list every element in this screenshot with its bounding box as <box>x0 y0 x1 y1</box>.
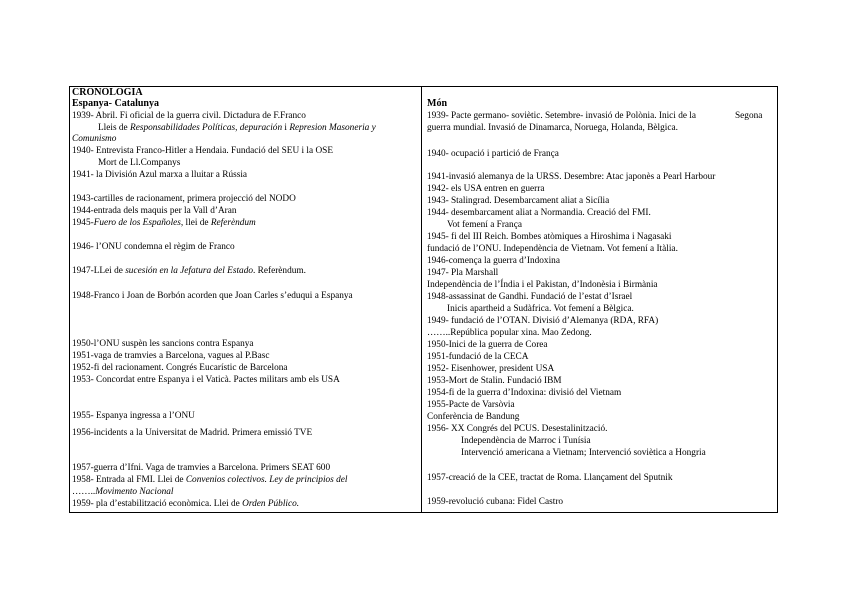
entry-1941-world: 1941-invasió alemanya de la URSS. Desembre: Atac japonès a Pearl Harbour <box>427 172 716 182</box>
entry-1945-world-a: 1945- fi del III Reich. Bombes atòmiques a Hiroshima i Nagasaki <box>427 232 672 242</box>
entry-1945: 1945-Fuero de los Españoles, llei de Referèndum <box>72 218 256 228</box>
entry-1956-world-a: 1956- XX Congrés del PCUS. Desestalinització. <box>427 424 608 434</box>
entry-1949-world-a: 1949- fundació de l’OTAN. Divisió d’Alemanya (RDA, RFA) <box>427 316 659 326</box>
entry-1939-world-b: guerra mundial. Invasió de Dinamarca, Noruega, Holanda, Bèlgica. <box>427 123 678 133</box>
left-heading: Espanya- Catalunya <box>72 98 159 109</box>
entry-1950-world: 1950-Inici de la guerra de Corea <box>427 340 548 350</box>
entry-1946: 1946- l’ONU condemna el règim de Franco <box>72 242 235 252</box>
entry-1955-world-a: 1955-Pacte de Varsòvia <box>427 400 515 410</box>
entry-1945-world-b: fundació de l’ONU. Independència de Vietnam. Vot femení a Itàlia. <box>427 244 678 254</box>
entry-1946-world: 1946-comença la guerra d’Indoxina <box>427 256 560 266</box>
entry-1940-a: 1940- Entrevista Franco-Hitler a Hendaia. Fundació del SEU i la OSE <box>72 146 334 156</box>
entry-1944-world-b: Vot femení a França <box>447 220 522 230</box>
entry-1944: 1944-entrada dels maquis per la Vall d’Aran <box>72 206 237 216</box>
page-title: CRONOLOGIA <box>72 87 143 98</box>
entry-1942-world: 1942- els USA entren en guerra <box>427 184 545 194</box>
chronology-table <box>69 86 778 513</box>
column-divider <box>421 87 422 512</box>
entry-1959-world: 1959-revolució cubana: Fidel Castro <box>427 497 564 507</box>
entry-1947-world-b: Independència de l’Índia i el Pakistan, d’Indonèsia i Birmània <box>427 280 658 290</box>
entry-1956-world-b: Independència de Marroc i Tunísia <box>461 436 591 446</box>
entry-1943: 1943-cartilles de racionament, primera projecció del NODO <box>72 194 296 204</box>
entry-1956: 1956-incidents a la Universitat de Madrid. Primera emissió TVE <box>72 428 313 438</box>
entry-1950: 1950-l’ONU suspèn les sancions contra Espanya <box>72 339 254 349</box>
entry-1958-b: ……..Movimento Nacional <box>72 487 174 497</box>
entry-1959: 1959- pla d’estabilització econòmica. Llei de Orden Público. <box>72 499 300 509</box>
entry-1939-b: Lleis de Responsabilidades Políticas, depuración i Represion Masoneria y <box>98 123 376 133</box>
entry-1948-world-b: Inicis apartheid a Sudàfrica. Vot femení a Bèlgica. <box>447 304 634 314</box>
entry-1949-world-b: ……..República popular xina. Mao Zedong. <box>427 328 592 338</box>
entry-1951: 1951-vaga de tramvies a Barcelona, vagues al P.Basc <box>72 351 270 361</box>
entry-1955: 1955- Espanya ingressa a l’ONU <box>72 411 195 421</box>
entry-1955-world-b: Conferència de Bandung <box>427 412 520 422</box>
entry-1948: 1948-Franco i Joan de Borbón acorden que Joan Carles s’eduqui a Espanya <box>72 291 353 301</box>
entry-1939-world-a: 1939- Pacte germano- soviètic. Setembre- invasió de Polònia. Inici de la <box>427 111 697 121</box>
entry-1941: 1941- la División Azul marxa a lluitar a Rússia <box>72 170 248 180</box>
entry-1956-world-c: Intervenció americana a Vietnam; Intervenció soviètica a Hongria <box>461 448 706 458</box>
entry-1958-a: 1958- Entrada al FMI. Llei de Convenios colectivos. Ley de principios del <box>72 475 348 485</box>
entry-1939-c: Comunismo <box>72 134 117 144</box>
entry-1953-world: 1953-Mort de Stalin. Fundació IBM <box>427 376 562 386</box>
entry-1957-world: 1957-creació de la CEE, tractat de Roma. Llançament del Sputnik <box>427 473 673 483</box>
entry-1952-world: 1952- Eisenhower, president USA <box>427 364 555 374</box>
entry-1940-b: Mort de Ll.Companys <box>98 158 181 168</box>
entry-1953: 1953- Concordat entre Espanya i el Vaticà. Pactes militars amb els USA <box>72 375 340 385</box>
entry-1944-world-a: 1944- desembarcament aliat a Normandia. Creació del FMI. <box>427 208 651 218</box>
entry-1951-world: 1951-fundació de la CECA <box>427 352 529 362</box>
entry-1954-world: 1954-fi de la guerra d’Indoxina: divisió del Vietnam <box>427 388 622 398</box>
entry-1947: 1947-LLei de sucesión en la Jefatura del Estado. Referèndum. <box>72 266 306 276</box>
entry-1939-a: 1939- Abril. Fi oficial de la guerra civil. Dictadura de F.Franco <box>72 111 306 121</box>
entry-1948-world-a: 1948-assassinat de Gandhi. Fundació de l’estat d’Israel <box>427 292 633 302</box>
entry-1947-world-a: 1947- Pla Marshall <box>427 268 499 278</box>
entry-1952: 1952-fi del racionament. Congrés Eucarístic de Barcelona <box>72 363 288 373</box>
entry-1957: 1957-guerra d’Ifni. Vaga de tramvies a Barcelona. Primers SEAT 600 <box>72 463 331 473</box>
entry-1939-world-a-end: Segona <box>735 111 763 121</box>
right-heading: Món <box>427 98 447 109</box>
entry-1940-world: 1940- ocupació i partició de França <box>427 149 559 159</box>
entry-1943-world: 1943- Stalingrad. Desembarcament aliat a Sicília <box>427 196 610 206</box>
